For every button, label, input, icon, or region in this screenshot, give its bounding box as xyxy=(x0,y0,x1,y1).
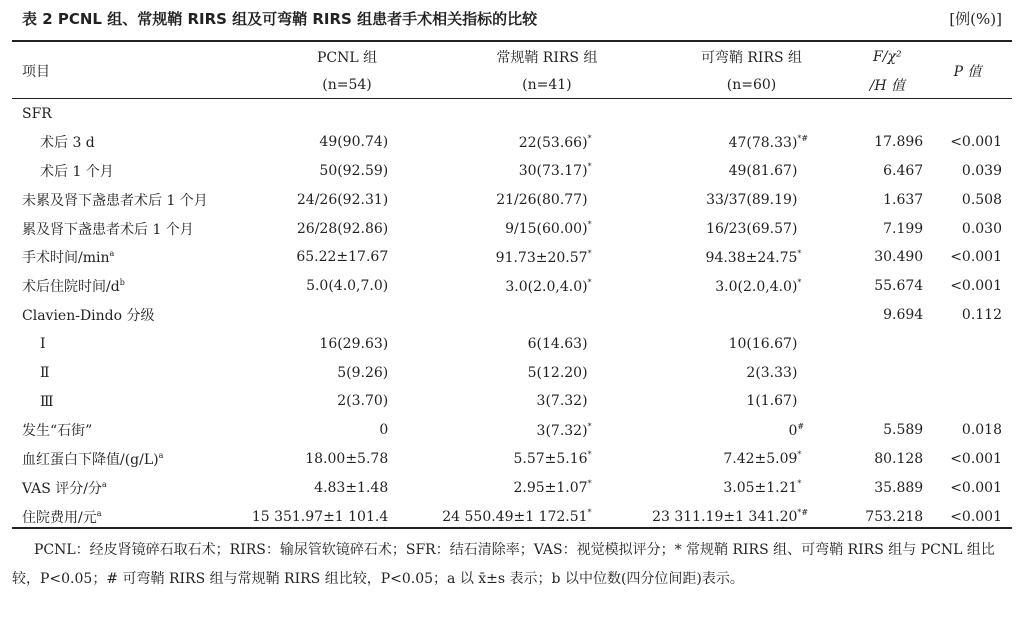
row-value: 0# xyxy=(788,421,805,439)
header-p xyxy=(923,43,1012,99)
row-value: 33/37(89.19) xyxy=(706,191,798,208)
row-value: 24/26(92.31) xyxy=(296,191,389,208)
row-value: 5.0(4.0,7.0) xyxy=(306,278,389,295)
row-value: 21/26(80.77) xyxy=(496,191,588,208)
row-p: <0.001 xyxy=(950,278,1002,295)
row-p: 0.112 xyxy=(961,306,1002,323)
row-p xyxy=(923,387,1012,416)
row-p: <0.001 xyxy=(950,508,1002,525)
row-label: Ⅲ xyxy=(40,393,54,410)
row-label: 手术时间$/\min^a$ xyxy=(22,249,115,267)
table-row xyxy=(12,157,1012,186)
row-stat: 1.637 xyxy=(883,191,924,208)
row-value: 15 351.97±1 101.4 xyxy=(251,508,389,525)
row-stat: 17.896 xyxy=(874,134,924,151)
table-row xyxy=(12,301,1012,330)
row-value: 18.00±5.78 xyxy=(305,450,389,467)
table-row xyxy=(12,445,1012,474)
row-label: VAS 评分/分$^a$ xyxy=(22,479,107,497)
table-row xyxy=(12,272,1012,301)
row-stat: 753.218 xyxy=(865,508,924,525)
row-label: Ⅱ xyxy=(40,365,50,382)
row-value: 47(78.33)*# xyxy=(728,133,809,151)
header-item: 项目 xyxy=(22,64,50,80)
row-value: 1(1.67) xyxy=(746,393,798,410)
header-flex-rirs-n: (n=60) xyxy=(726,77,777,93)
row-value: 49(81.67) xyxy=(728,162,798,179)
row-value: 26/28(92.86) xyxy=(296,220,389,237)
table-row xyxy=(12,99,1012,128)
row-value: 30(73.17)* xyxy=(518,162,592,180)
header-stat-2 xyxy=(851,71,923,99)
row-value: 5.57±5.16* xyxy=(513,450,592,468)
row-p xyxy=(923,99,1012,128)
row-stat: 7.199 xyxy=(883,220,924,237)
row-value: 24 550.49±1 172.51* xyxy=(442,508,592,526)
row-stat: 80.128 xyxy=(874,450,924,467)
table-row xyxy=(12,502,1012,531)
row-value: 16/23(69.57) xyxy=(706,220,798,237)
row-value: 65.22±17.67 xyxy=(296,249,389,266)
header-rirs: 常规鞘 RIRS 组 xyxy=(496,50,598,66)
row-value: 2(3.33) xyxy=(746,364,798,381)
row-label: Clavien-Dindo 分级 xyxy=(22,307,155,324)
table-row xyxy=(12,358,1012,387)
row-value: 7.42±5.09* xyxy=(723,450,802,468)
row-value: 3(7.32)* xyxy=(536,421,592,439)
header-p-label: P 值 xyxy=(953,64,982,80)
row-value: 4.83±1.48 xyxy=(314,479,389,496)
table-row xyxy=(12,185,1012,214)
row-p xyxy=(923,358,1012,387)
header-flex-rirs: 可弯鞘 RIRS 组 xyxy=(700,50,803,66)
row-p: <0.001 xyxy=(950,479,1002,496)
row-stat: 5.589 xyxy=(883,422,924,439)
header-stat-1: F/χ² xyxy=(873,49,902,65)
data-table xyxy=(12,43,1012,531)
header-pcnl-n: (n=54) xyxy=(322,77,372,93)
row-label: 未累及肾下盏患者术后 1 个月 xyxy=(22,192,208,209)
header-pcnl: PCNL 组 xyxy=(316,50,378,66)
row-label: Ⅰ xyxy=(40,336,46,353)
row-stat xyxy=(851,358,923,387)
row-value: 3(7.32) xyxy=(536,393,588,410)
row-label: 累及肾下盏患者术后 1 个月 xyxy=(22,221,194,238)
row-label: SFR xyxy=(22,105,52,122)
row-p: 0.508 xyxy=(961,191,1002,208)
row-label: 血红蛋白下降值$/(g/L)^a$ xyxy=(22,450,164,468)
header-row xyxy=(12,43,1012,71)
row-label: 术后 3 d xyxy=(40,135,95,152)
row-value: 23 311.19±1 341.20*# xyxy=(652,508,809,526)
row-value xyxy=(442,301,651,330)
row-value: 10(16.67) xyxy=(728,335,798,352)
row-p xyxy=(923,329,1012,358)
row-value xyxy=(252,99,442,128)
table-row xyxy=(12,473,1012,502)
row-value: 5(12.20) xyxy=(527,364,588,381)
row-value: 91.73±20.57* xyxy=(495,248,592,266)
row-label: 术后住院时间$/d^b$ xyxy=(22,278,125,296)
row-label: 住院费用/元$^a$ xyxy=(22,508,102,526)
row-p: <0.001 xyxy=(950,450,1002,467)
table-unit: [例(%)] xyxy=(949,10,1002,28)
row-value: 3.0(2.0,4.0)* xyxy=(505,277,592,295)
row-value: 0 xyxy=(379,422,389,439)
row-value xyxy=(252,301,442,330)
row-stat: 9.694 xyxy=(883,306,924,323)
row-value: 9/15(60.00)* xyxy=(505,220,592,238)
row-p: <0.001 xyxy=(950,249,1002,266)
row-value: 16(29.63) xyxy=(319,335,389,352)
row-stat xyxy=(851,387,923,416)
top-rule xyxy=(12,40,1012,42)
table-row xyxy=(12,214,1012,243)
table-row xyxy=(12,387,1012,416)
row-value: 2.95±1.07* xyxy=(513,479,592,497)
row-value: 49(90.74) xyxy=(319,134,389,151)
row-stat xyxy=(851,329,923,358)
header-stat-2-label: /H 值 xyxy=(869,78,905,94)
table-row xyxy=(12,128,1012,157)
table-row xyxy=(12,416,1012,445)
row-value: 3.0(2.0,4.0)* xyxy=(715,277,802,295)
row-p: 0.030 xyxy=(961,220,1002,237)
table-row xyxy=(12,329,1012,358)
row-value: 5(9.26) xyxy=(337,364,389,381)
row-value: 2(3.70) xyxy=(337,393,389,410)
row-stat: 55.674 xyxy=(874,278,924,295)
row-value xyxy=(652,301,852,330)
row-value xyxy=(442,99,651,128)
row-p: <0.001 xyxy=(950,134,1002,151)
row-value: 94.38±24.75* xyxy=(705,248,802,266)
row-stat xyxy=(851,99,923,128)
row-stat: 30.490 xyxy=(874,249,924,266)
row-value xyxy=(652,99,852,128)
table-footnote: PCNL：经皮肾镜碎石取石术；RIRS：输尿管软镜碎石术；SFR：结石清除率；VAS：视觉模拟评分；* 常规鞘 RIRS 组、可弯鞘 RIRS 组与 PCNL 组比较，P<0.05；# 可弯鞘 RIRS 组与常规鞘 RIRS 组比较，P<0.05；a 以 x̄±s 表示；b 以中位数(四分位间距)表示。 xyxy=(12,542,995,587)
row-stat: 35.889 xyxy=(874,479,924,496)
row-value: 50(92.59) xyxy=(319,162,389,179)
row-value: 6(14.63) xyxy=(527,335,588,352)
header-stat xyxy=(851,43,923,71)
table-title: 表 2 PCNL 组、常规鞘 RIRS 组及可弯鞘 RIRS 组患者手术相关指标的比较 xyxy=(22,10,538,28)
row-value: 22(53.66)* xyxy=(518,133,592,151)
header-rirs-n: (n=41) xyxy=(522,77,572,93)
row-p: 0.018 xyxy=(961,422,1002,439)
table-row xyxy=(12,243,1012,272)
row-label: 术后 1 个月 xyxy=(40,163,114,180)
row-stat: 6.467 xyxy=(883,162,924,179)
row-label: 发生“石街” xyxy=(22,423,93,440)
row-p: 0.039 xyxy=(961,162,1002,179)
row-value: 3.05±1.21* xyxy=(723,479,802,497)
